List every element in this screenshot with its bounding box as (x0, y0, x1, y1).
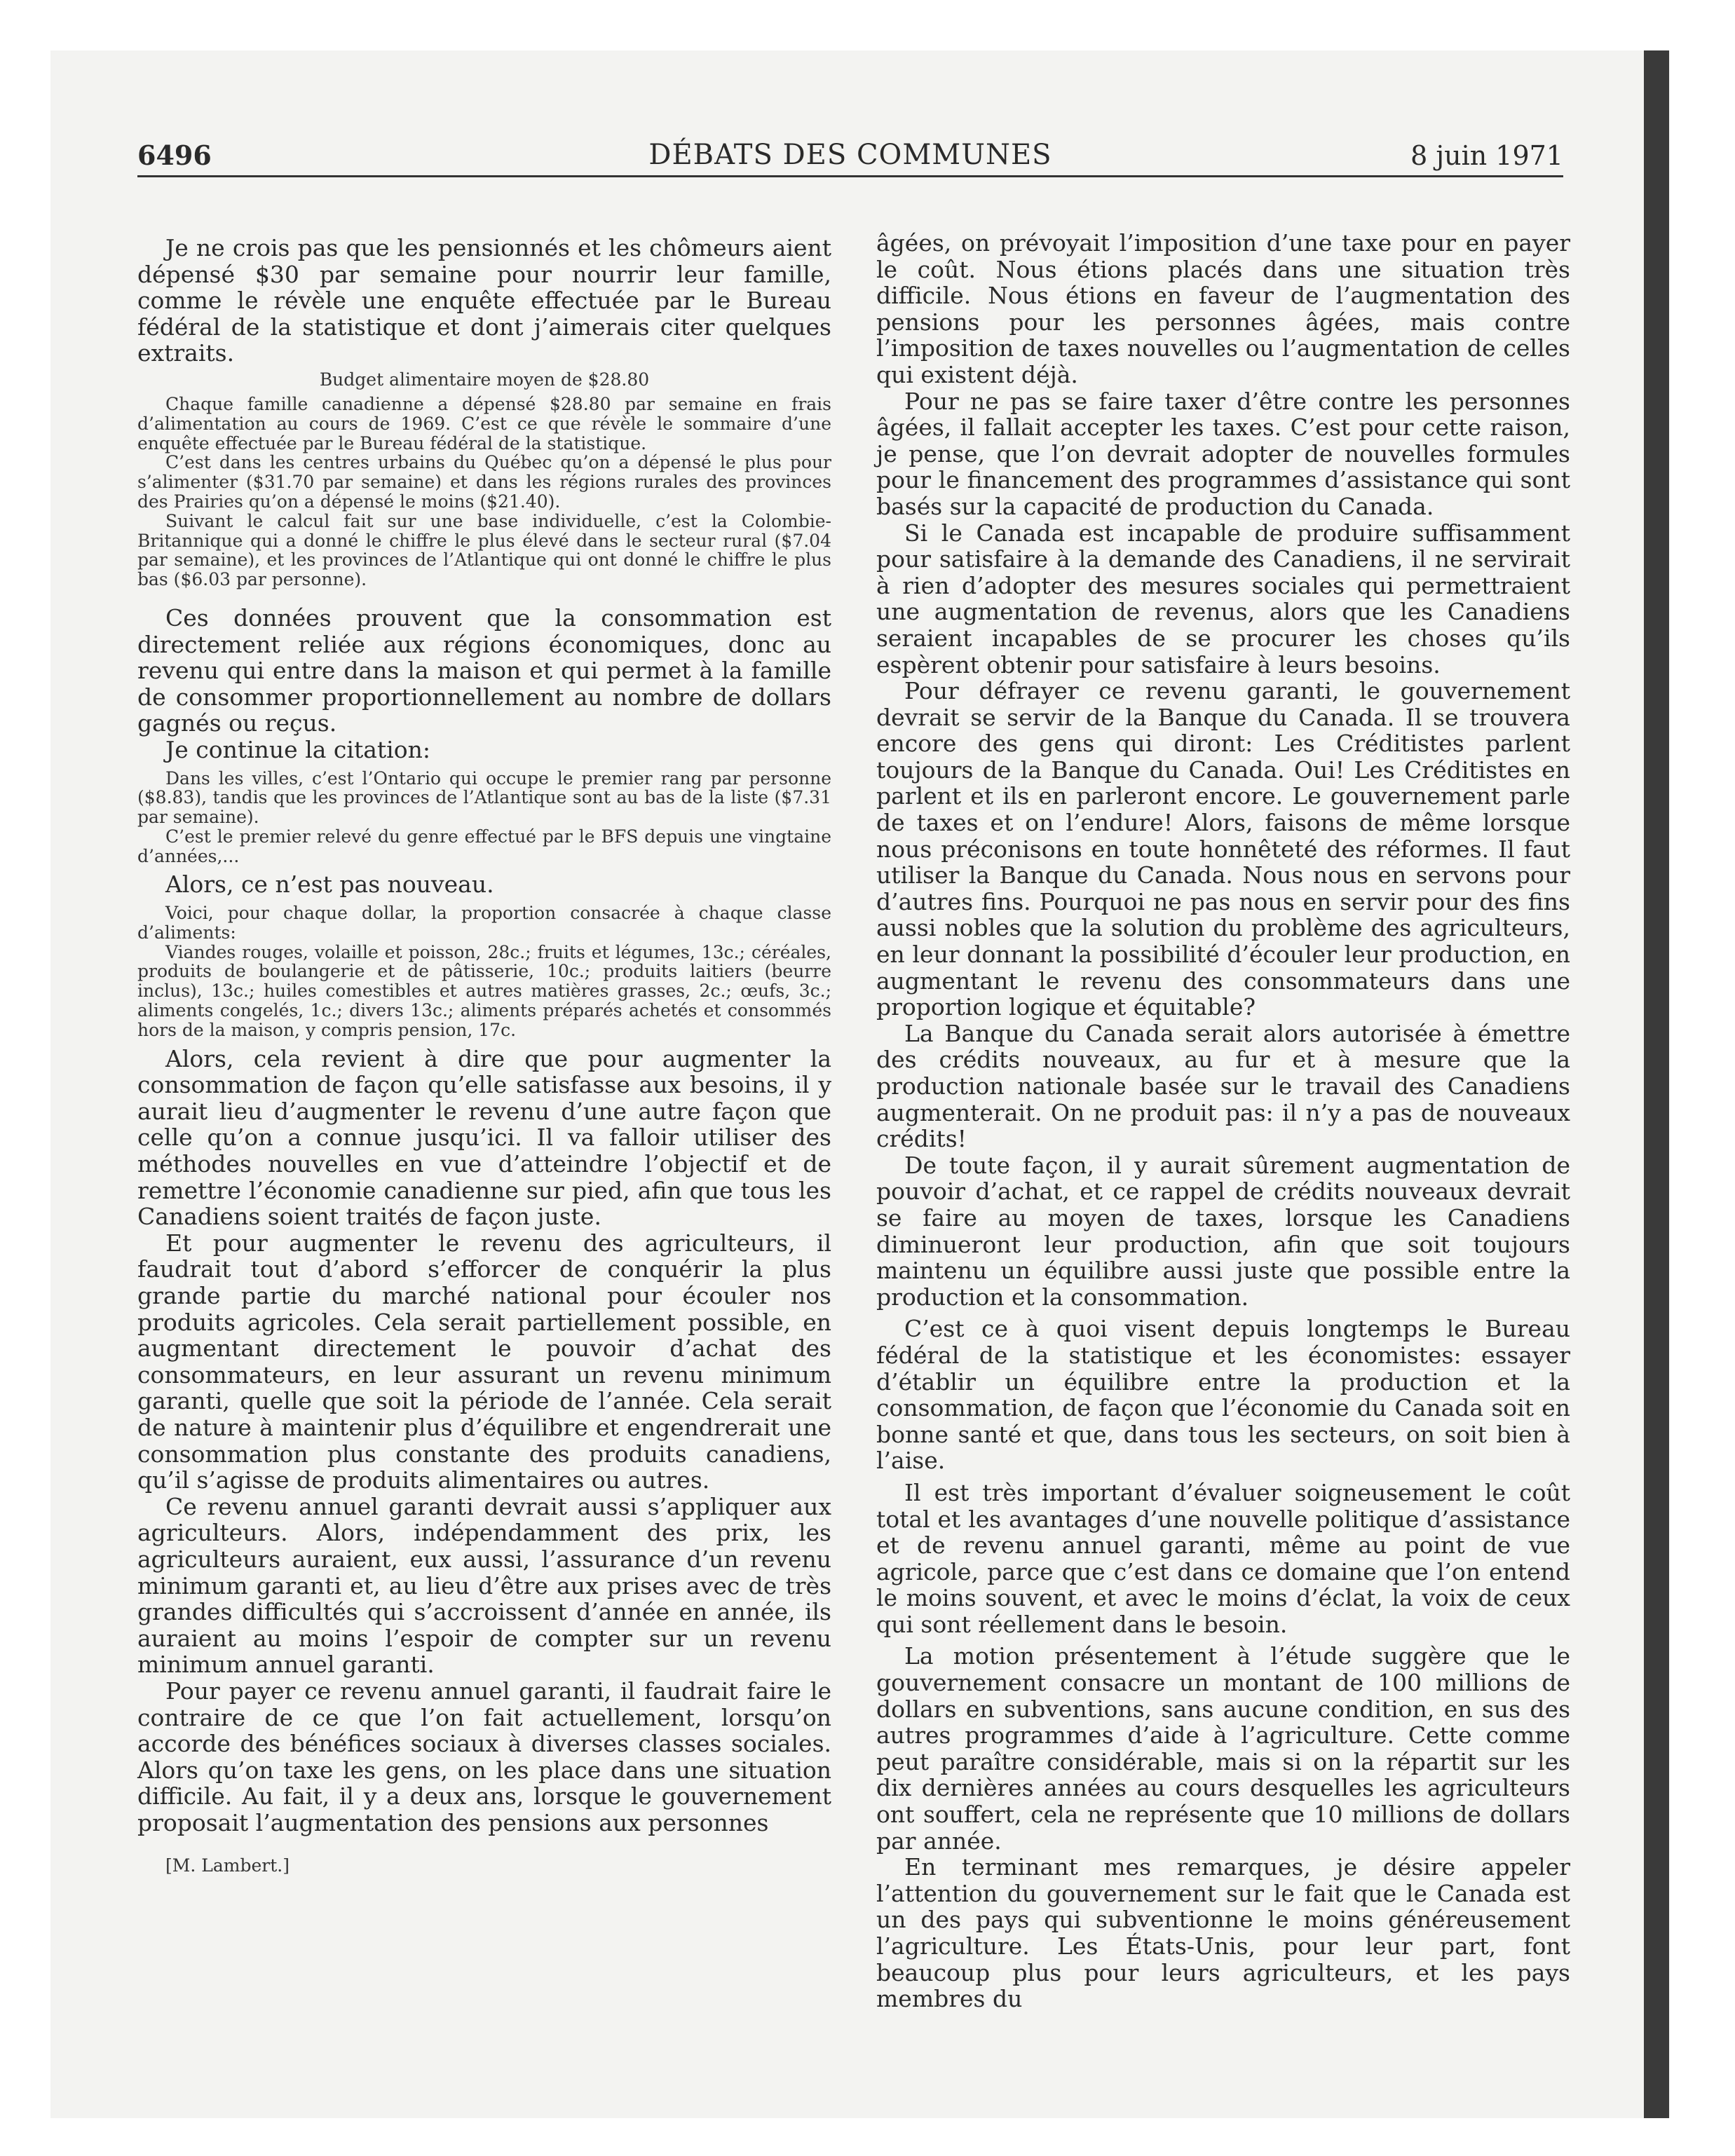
paragraph: Ce revenu annuel garanti devrait aussi s’appliquer aux agriculteurs. Alors, indépendamment des prix, les agriculteurs auraient, eux aussi, l’assurance d’un revenu minimum garanti et, au lieu d’être aux prises avec de très grandes difficultés qui s’accroissent d’année en année, ils auraient au moins l’espoir de compter sur un revenu minimum annuel garanti. (137, 1492, 831, 1679)
quote-paragraph: Suivant le calcul fait sur une base individuelle, c’est la Colombie-Britannique qui a donné le chiffre le plus élevé dans le secteur rural ($7.04 par semaine), et les provinces de l’Atlantique qui ont donné le chiffre le plus bas ($6.03 par personne). (137, 510, 831, 590)
publication-title: DÉBATS DES COMMUNES (648, 139, 1052, 171)
issue-date: 8 juin 1971 (1410, 140, 1563, 171)
scan-edge-bar (1644, 50, 1669, 2118)
paragraph: En terminant mes remarques, je désire appeler l’attention du gouvernement sur le fait que le Canada est un des pays qui subventionne le moins généreusement l’agriculture. Les États-Unis, pour leur part, font beaucoup plus pour leurs agriculteurs, et les pays membres du (876, 1853, 1570, 2013)
quote-paragraph: C’est dans les centres urbains du Québec qu’on a dépensé le plus pour s’alimenter ($31.70 par semaine) et dans les régions rurales des provinces des Prairies qu’on a dépensé le moins ($21.40). (137, 452, 831, 512)
paragraph: Pour payer ce revenu annuel garanti, il faudrait faire le contraire de ce que l’on fait actuellement, lorsqu’on accorde des bénéfices sociaux à diverses classes sociales. Alors qu’on taxe les gens, on les place dans une situation difficile. Au fait, il y a deux ans, lorsque le gouvernement proposait l’augmentation des pensions aux personnes (137, 1677, 831, 1836)
paragraph: Je continue la citation: (165, 735, 430, 763)
quote-paragraph: Chaque famille canadienne a dépensé $28.80 par semaine en frais d’alimentation au cours de 1969. C’est ce que révèle le sommaire d’une enquête effectuée par le Bureau fédéral de la statistique. (137, 393, 831, 453)
paragraph: Si le Canada est incapable de produire suffisamment pour satisfaire à la demande des Canadiens, il ne servirait à rien d’adopter des mesures sociales qui permettraient une augmentation de revenus, alors que les Canadiens seraient incapables de se procurer les choses qu’ils espèrent obtenir pour satisfaire à leurs besoins. (876, 519, 1570, 678)
page-number: 6496 (137, 139, 212, 171)
paragraph: Pour ne pas se faire taxer d’être contre les personnes âgées, il fallait accepter les taxes. C’est pour cette raison, je pense, que l’on devrait adopter de nouvelles formules pour le financement des programmes d’assistance qui sont basés sur la capacité de production du Canada. (876, 387, 1570, 520)
paragraph: Alors, cela revient à dire que pour augmenter la consommation de façon qu’elle satisfasse aux besoins, il y aurait lieu d’augmenter le revenu d’une autre façon que celle qu’on a connue jusqu’ici. Il va falloir utiliser des méthodes nouvelles en vue d’atteindre l’objectif et de remettre l’économie canadienne sur pied, afin que tous les Canadiens soient traités de façon juste. (137, 1044, 831, 1231)
paragraph: Il est très important d’évaluer soigneusement le coût total et les avantages d’une nouvelle politique d’assistance et de revenu annuel garanti, même au point de vue agricole, parce que c’est dans ce domaine que l’on entend le moins souvent, et avec le moins d’éclat, la voix de ceux qui sont réellement dans le besoin. (876, 1478, 1570, 1638)
paragraph: Et pour augmenter le revenu des agriculteurs, il faudrait tout d’abord s’efforcer de conquérir la plus grande partie du marché national pour écouler nos produits agricoles. Cela serait partiellement possible, en augmentant directement le pouvoir d’achat des consommateurs, en leur assurant un revenu minimum garanti, quelle que soit la période de l’année. Cela serait de nature à maintenir plus d’équilibre et engendrerait une consommation plus constante des produits canadiens, qu’il s’agisse de produits alimentaires ou autres. (137, 1229, 831, 1494)
right-column (876, 230, 1570, 2012)
paragraph-continued: âgées, on prévoyait l’imposition d’une taxe pour en payer le coût. Nous étions placés dans une situation très difficile. Nous étions en faveur de l’augmentation des pensions pour les personnes âgées, mais contre l’imposition de taxes nouvelles ou l’augmentation de celles qui existent déjà. (876, 229, 1570, 388)
left-column (137, 235, 831, 1876)
paragraph: Ces données prouvent que la consommation est directement reliée aux régions économiques, donc au revenu qui entre dans la maison et qui permet à la famille de consommer proportionnellement au nombre de dollars gagnés ou reçus. (137, 603, 831, 737)
quote-paragraph: C’est le premier relevé du genre effectué par le BFS depuis une vingtaine d’années,... (137, 826, 831, 866)
paragraph-intro: Je ne crois pas que les pensionnés et les chômeurs aient dépensé $30 par semaine pour nourrir leur famille, comme le révèle une enquête effectuée par le Bureau fédéral de la statistique et dont j’aimerais citer quelques extraits. (137, 234, 831, 367)
speaker-attribution: [M. Lambert.] (165, 1855, 290, 1876)
paragraph: De toute façon, il y aurait sûrement augmentation de pouvoir d’achat, et ce rappel de crédits nouveaux devrait se faire au moyen de taxes, lorsque les Canadiens diminueront leur production, afin que soit toujours maintenu un équilibre aussi juste que possible entre la production et la consommation. (876, 1151, 1570, 1311)
paragraph: Alors, ce n’est pas nouveau. (165, 871, 494, 899)
quote-paragraph: Viandes rouges, volaille et poisson, 28c.; fruits et légumes, 13c.; céréales, produits de boulangerie et de pâtisserie, 10c.; produits laitiers (beurre inclus), 13c.; huiles comestibles et autres matières grasses, 2c.; œufs, 3c.; aliments congelés, 1c.; divers 13c.; aliments préparés achetés et consommés hors de la maison, y compris pension, 17c. (137, 941, 831, 1040)
paragraph: La motion présentement à l’étude suggère que le gouvernement consacre un montant de 100 millions de dollars en subventions, sans aucune condition, en sus des autres programmes d’aide à l’agriculture. Cette comme peut paraître considérable, mais si on la répartit sur les dix dernières années au cours desquelles les agriculteurs ont souffert, cela ne représente que 10 millions de dollars par année. (876, 1642, 1570, 1855)
quote-paragraph: Dans les villes, c’est l’Ontario qui occupe le premier rang par personne ($8.83), tandis que les provinces de l’Atlantique sont au bas de la liste ($7.31 par semaine). (137, 767, 831, 828)
paragraph: C’est ce à quoi visent depuis longtemps le Bureau fédéral de la statistique et les économistes: essayer d’établir un équilibre entre la production et la consommation, de façon que l’économie du Canada soit en bonne santé et que, dans tous les secteurs, on soit bien à l’aise. (876, 1315, 1570, 1475)
quote-heading: Budget alimentaire moyen de $28.80 (319, 369, 650, 390)
page-header (137, 133, 1563, 177)
paragraph: Pour défrayer ce revenu garanti, le gouvernement devrait se servir de la Banque du Canada. Il se trouvera encore des gens qui diront: Les Créditistes parlent toujours de la Banque du Canada. Oui! Les Créditistes en parlent et ils en parleront encore. Le gouvernement parle de taxes et on l’endure! Alors, faisons de même lorsque nous préconisons en toute honnêteté des réformes. Il faut utiliser la Banque du Canada. Nous nous en servons pour d’autres fins. Pourquoi ne pas nous en servir pour des fins aussi nobles que la solution du problème des agriculteurs, en leur donnant la possibilité d’écouler leur production, en augmentant le revenu des consommateurs dans une proportion logique et équitable? (876, 677, 1570, 1021)
quote-paragraph: Voici, pour chaque dollar, la proportion consacrée à chaque classe d’aliments: (137, 903, 831, 943)
paragraph: La Banque du Canada serait alors autorisée à émettre des crédits nouveaux, au fur et à mesure que la production nationale basée sur le travail des Canadiens augmenterait. On ne produit pas: il n’y a pas de nouveaux crédits! (876, 1019, 1570, 1153)
